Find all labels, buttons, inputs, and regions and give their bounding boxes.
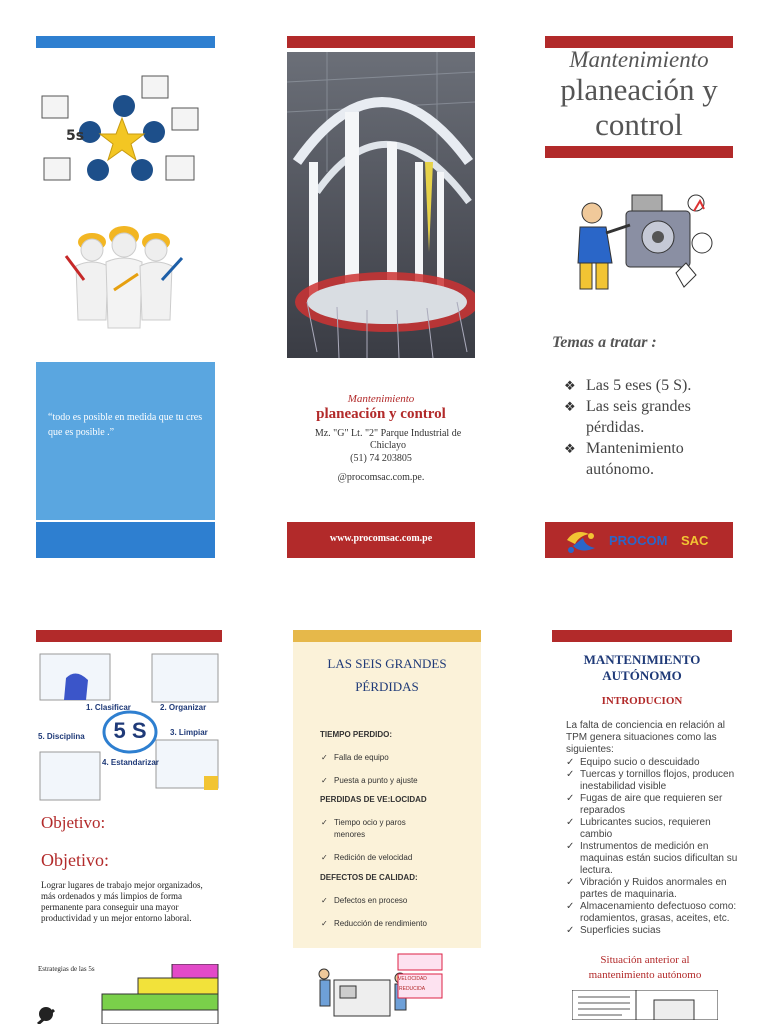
strategies-label: Estrategias de las 5s (38, 965, 95, 973)
panel-top-middle (256, 0, 508, 590)
autonomous-title: MANTENIMIENTO AUTÓNOMO (583, 652, 701, 683)
section-heading: PERDIDAS DE VE:LOCIDAD (320, 795, 427, 804)
panel-bottom-right (512, 596, 768, 1024)
issue-item: ✓ Almacenamiento defectuoso como: rodamientos, grasas, aceites, etc. (566, 901, 738, 925)
panel-top-right (512, 0, 768, 590)
loss-item: ✓ Falla de equipo (321, 752, 461, 763)
issue-item: ✓ Lubricantes sucios, requieren cambio (566, 817, 738, 841)
section-heading: DEFECTOS DE CALIDAD: (320, 873, 418, 882)
svg-text:5s: 5s (66, 128, 85, 144)
comic-strip (572, 990, 718, 1020)
logo-text-procom: PROCOM (609, 533, 668, 548)
five-s-center-label: 5 S (113, 718, 147, 743)
issue-item: ✓ Vibración y Ruidos anormales en partes de maquinaria. (566, 877, 738, 901)
loss-item: ✓ Tiempo ocio y paros menores (321, 817, 431, 841)
cover-title-small: Mantenimiento (569, 47, 709, 72)
cartoon-reducida: REDUCIDA (399, 986, 426, 992)
brand-big: planeación y control (316, 406, 446, 422)
situation-heading: Situación anterior al mantenimiento autónomo (588, 954, 702, 981)
section-heading: TIEMPO PERDIDO: (320, 730, 393, 739)
top-red-bar (36, 630, 222, 642)
section-list (321, 895, 471, 929)
email: @procomsac.com.pe. (337, 472, 425, 483)
workers-illustration (58, 220, 188, 332)
five-s-label-2: 2. Organizar (160, 703, 207, 712)
five-s-label-1: 1. Clasificar (86, 703, 131, 712)
top-gold-bar (293, 630, 481, 642)
procom-logo-icon (561, 526, 605, 556)
objective-text: Lograr lugares de trabajo mejor organizados, más ordenados y más limpios de forma permanente para conseguir una mayor productividad y un mejor entorno laboral. (41, 880, 203, 923)
top-blue-bar (36, 36, 215, 48)
losses-box (293, 642, 481, 948)
workers-machine-cartoon (318, 950, 448, 1020)
website-link[interactable]: www.procomsac.com.pe (329, 533, 433, 544)
logo-bar (545, 522, 733, 558)
topics-list (564, 375, 744, 480)
issue-item: ✓ Superficies sucias (566, 925, 738, 937)
panel-bottom-middle (256, 596, 508, 1024)
issue-item: ✓ Equipo sucio o descuidado (566, 757, 738, 769)
topic-item: ❖ Las 5 eses (5 S). (564, 375, 744, 396)
panel-bottom-left (0, 596, 252, 1024)
strategies-staircase (36, 964, 222, 1024)
section-list (321, 752, 461, 786)
section-list (321, 817, 431, 864)
industrial-machine-photo (287, 52, 475, 358)
cover-title-big: planeación y control (560, 72, 718, 142)
issue-item: ✓ Fugas de aire que requieren ser reparados (566, 793, 738, 817)
issues-list (566, 757, 738, 937)
quote-box (36, 362, 215, 520)
objective-heading: Objetivo: (41, 850, 109, 870)
five-s-label-5: 5. Disciplina (38, 732, 85, 741)
five-s-illustration (36, 648, 222, 808)
phone: (51) 74 203805 (350, 453, 412, 464)
title-bottom-bar (545, 146, 733, 158)
cartoon-velocidad: VELOCIDAD (398, 976, 427, 982)
issue-item: ✓ Tuercas y tornillos flojos, producen inestabilidad visible (566, 769, 738, 793)
topic-item: ❖ Mantenimiento autónomo. (564, 438, 744, 480)
five-s-label-4: 4. Estandarizar (102, 758, 159, 767)
website-bar (287, 522, 475, 558)
loss-item: ✓ Reducción de rendimiento (321, 918, 471, 929)
losses-title: LAS SEIS GRANDES PÉRDIDAS (327, 656, 447, 694)
loss-item: ✓ Puesta a punto y ajuste (321, 775, 461, 786)
bottom-blue-bar (36, 522, 215, 558)
address: Mz. "G" Lt. "2" Parque Industrial de Chiclayo (314, 428, 462, 451)
five-s-star-diagram (36, 68, 206, 190)
mechanic-cartoon (566, 183, 716, 293)
intro-text: La falta de conciencia en relación al TPM genera situaciones como las siguientes: (566, 720, 725, 755)
panel-top-left (0, 0, 252, 590)
topics-heading: Temas a tratar : (552, 334, 657, 351)
loss-item: ✓ Defectos en proceso (321, 895, 471, 906)
topic-item: ❖ Las seis grandes pérdidas. (564, 396, 744, 438)
top-red-bar (552, 630, 732, 642)
loss-item: ✓ Redición de velocidad (321, 852, 431, 864)
five-s-label-3: 3. Limpiar (170, 728, 208, 737)
issue-item: ✓ Instrumentos de medición en maquinas están sucios dificultan su lectura. (566, 841, 738, 877)
quote-text: “todo es posible en medida que tu cres que es posible .” (48, 412, 203, 438)
objective-faded: Objetivo: (41, 813, 106, 832)
intro-heading: INTRODUCION (601, 695, 683, 707)
top-red-bar (287, 36, 475, 48)
logo-text-sac: SAC (681, 533, 709, 548)
brand-small: Mantenimiento (347, 393, 415, 405)
